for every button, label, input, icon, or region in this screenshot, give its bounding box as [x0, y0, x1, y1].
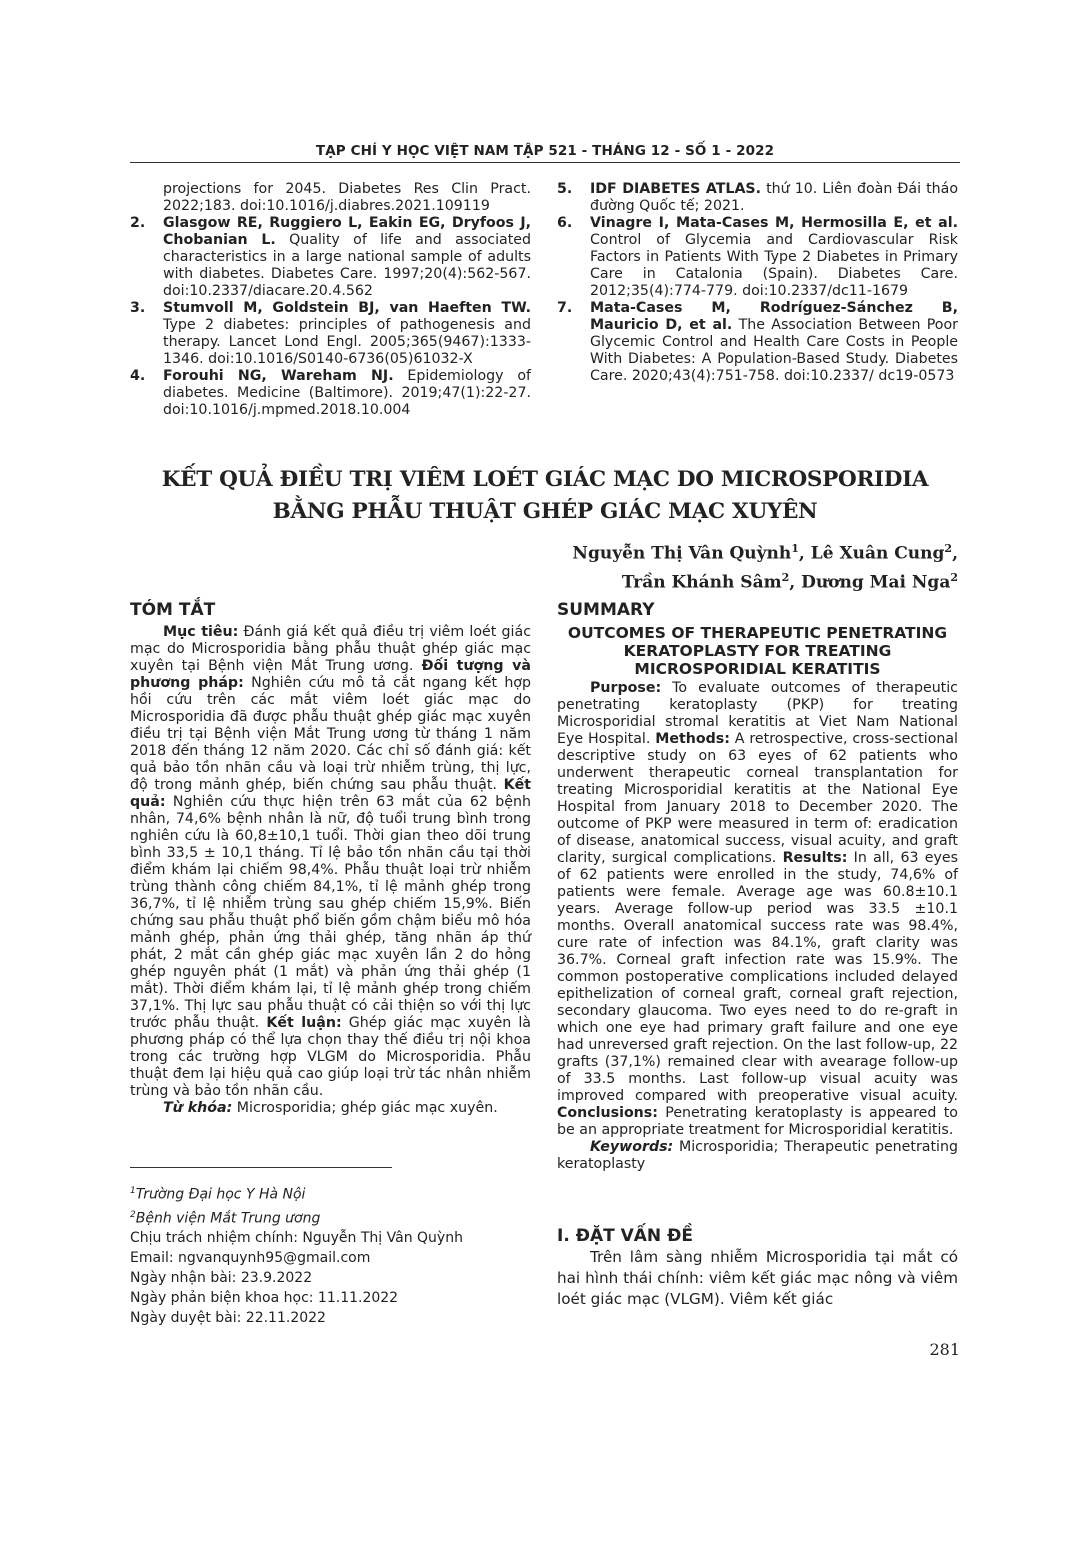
- summary-heading: SUMMARY: [557, 600, 655, 620]
- header-rule: [130, 162, 960, 163]
- keywords-line: [557, 1139, 958, 1173]
- methods-text: A retrospective, cross-sectional descriptive study on 63 eyes of 62 patients who underwent therapeutic corneal transplantation for treating Microsporidial keratitis at the National Eye Hospital from January 2018 to December 2020. The outcome of PKP were measured in term of: eradication of disease, anatomical success, visual acuity, and graft clarity, surgical complications.: [557, 731, 958, 866]
- reference-text: Control of Glycemia and Cardiovascular Risk Factors in Patients With Type 2 Diabetes in Primary Care in Catalonia (Spain). Diabetes Care. 2012;35(4):774-779. doi:10.2337/dc11-1679: [590, 232, 958, 299]
- introduction-body: [557, 1247, 958, 1310]
- purpose-text: To evaluate outcomes of therapeutic penetrating keratoplasty (PKP) for treating Microsporidial stromal keratitis at Viet Nam National Eye Hospital.: [557, 680, 958, 747]
- reference-item: [130, 300, 531, 368]
- email: Email: ngvanquynh95@gmail.com: [130, 1250, 371, 1267]
- purpose-label: Purpose:: [590, 680, 662, 696]
- author-separator: ,: [789, 572, 802, 593]
- conclusion-label: Kết luận:: [266, 1015, 342, 1031]
- date-accepted: Ngày duyệt bài: 22.11.2022: [130, 1310, 326, 1327]
- results-label: Kết quả:: [130, 777, 531, 810]
- reference-text: Epidemiology of diabetes. Medicine (Baltimore). 2019;47(1):22-27. doi:10.1016/j.mpmed.2018.10.004: [163, 368, 531, 418]
- methods-label: Đối tượng và phương pháp:: [130, 658, 531, 691]
- reference-number: 3.: [130, 300, 146, 316]
- reference-item: [130, 368, 531, 419]
- reference-number: 2.: [130, 215, 146, 231]
- keywords-text: Microsporidia; ghép giác mạc xuyên.: [232, 1100, 498, 1116]
- reference-number: 5.: [557, 181, 573, 197]
- author-list: [430, 537, 958, 594]
- reference-number: 7.: [557, 300, 573, 316]
- author-affiliation: 2: [950, 570, 958, 584]
- reference-item: [557, 181, 958, 215]
- references-left-column: [130, 181, 531, 419]
- tomtat-heading: TÓM TẮT: [130, 600, 216, 620]
- author-separator: ,: [952, 543, 958, 564]
- references-right-column: [557, 181, 958, 385]
- conclusion-text: Ghép giác mạc xuyên là phương pháp có thể lựa chọn thay thế điều trị nội khoa trong các trường hợp VLGM do Microsporidia. Phẫu thuật đem lại hiệu quả cao giúp loại trừ tác nhân nhiễm trùng và bảo tồn nhãn cầu.: [130, 1015, 531, 1099]
- keywords-label: Keywords:: [590, 1139, 674, 1155]
- summary-paragraph: [557, 680, 958, 1139]
- page-number: 281: [929, 1340, 960, 1359]
- author-name: Trần Khánh Sâm: [621, 572, 782, 593]
- conclusions-label: Conclusions:: [557, 1105, 658, 1121]
- date-reviewed: Ngày phản biện khoa học: 11.11.2022: [130, 1290, 399, 1307]
- reference-text: The Association Between Poor Glycemic Control and Health Care Costs in People With Diabetes: A Population-Based Study. Diabetes Care. 2020;43(4):751-758. doi:10.2337/ dc19-0573: [590, 317, 958, 384]
- date-received: Ngày nhận bài: 23.9.2022: [130, 1270, 313, 1287]
- objective-text: Đánh giá kết quả điều trị viêm loét giác mạc do Microsporidia bằng phẫu thuật ghép giác mạc xuyên tại Bệnh viện Mắt Trung ương.: [130, 624, 531, 674]
- keywords-label: Từ khóa:: [163, 1100, 233, 1116]
- reference-authors: Stumvoll M, Goldstein BJ, van Haeften TW.: [163, 300, 531, 316]
- results-label: Results:: [782, 850, 848, 866]
- tomtat-paragraph: [130, 624, 531, 1100]
- affiliation-1: $^1$Trường Đại học Y Hà Nội: [130, 1186, 306, 1203]
- affiliation-text: Bệnh viện Mắt Trung ương: [135, 1210, 321, 1227]
- reference-text: Type 2 diabetes: principles of pathogenesis and therapy. Lancet Lond Engl. 2005;365(9467):1333-1346. doi:10.1016/S0140-6736(05)61032-X: [163, 317, 531, 367]
- methods-text: Nghiên cứu mô tả cắt ngang kết hợp hồi cứu trên các mắt viêm loét giác mạc do Microsporidia đã được phẫu thuật ghép giác mạc xuyên điều trị tại Bệnh viện Mắt Trung ương từ tháng 1 năm 2018 đến tháng 12 năm 2020. Các chỉ số đánh giá: kết quả bảo tồn nhãn cầu và loại trừ nhiễm trùng, thị lực, độ trong mảnh ghép, biến chứng sau phẫu thuật.: [130, 675, 531, 793]
- running-head: TẠP CHÍ Y HỌC VIỆT NAM TẬP 521 - THÁNG 12 - SỐ 1 - 2022: [315, 143, 775, 159]
- author-affiliation: 1: [791, 542, 799, 555]
- author-name: Lê Xuân Cung: [810, 543, 945, 564]
- affiliation-text: Trường Đại học Y Hà Nội: [135, 1186, 306, 1203]
- footnote-rule: [130, 1167, 392, 1168]
- reference-item: [557, 215, 958, 300]
- reference-1-continued: projections for 2045. Diabetes Res Clin Pract. 2022;183. doi:10.1016/j.diabres.2021.109119: [163, 181, 531, 214]
- article-title: [130, 464, 960, 528]
- reference-text: thứ 10. Liên đoàn Đái tháo đường Quốc tế; 2021.: [590, 181, 959, 214]
- reference-number: 6.: [557, 215, 573, 231]
- author-affiliation: 2: [944, 542, 953, 555]
- reference-text: Quality of life and associated characteristics in a large national sample of adults with diabetes. Diabetes Care. 1997;20(4):562-567. doi:10.2337/diacare.20.4.562: [163, 232, 531, 299]
- affiliation-2: $^2$Bệnh viện Mắt Trung ương: [130, 1209, 321, 1227]
- author-name: Nguyễn Thị Vân Quỳnh: [572, 543, 792, 564]
- author-affiliation: 2: [781, 570, 790, 584]
- reference-item: [130, 215, 531, 300]
- keywords-line: [130, 1100, 531, 1117]
- title-line-1: KẾT QUẢ ĐIỀU TRỊ VIÊM LOÉT GIÁC MẠC DO MICROSPORIDIA: [161, 467, 929, 492]
- reference-authors: Vinagre I, Mata-Cases M, Hermosilla E, et al.: [590, 215, 958, 231]
- author-name: Dương Mai Nga: [801, 572, 951, 593]
- reference-authors: Forouhi NG, Wareham NJ.: [163, 368, 394, 384]
- title-line-2: BẰNG PHẪU THUẬT GHÉP GIÁC MẠC XUYÊN: [272, 499, 818, 524]
- author-separator: ,: [798, 543, 811, 564]
- reference-authors: Glasgow RE, Ruggiero L, Eakin EG, Dryfoos J, Chobanian L.: [163, 215, 531, 248]
- tomtat-abstract: [130, 624, 531, 1117]
- reference-authors: Mata-Cases M, Rodríguez-Sánchez B, Mauricio D, et al.: [590, 300, 958, 333]
- keywords-text: Microsporidia; Therapeutic penetrating keratoplasty: [557, 1139, 958, 1172]
- conclusions-text: Penetrating keratoplasty is appeared to be an appropriate treatment for Microsporidial keratitis.: [557, 1105, 958, 1138]
- footnotes: [130, 1181, 550, 1328]
- methods-label: Methods:: [655, 731, 730, 747]
- results-text: In all, 63 eyes of 62 patients were enrolled in the study, 74,6% of patients were female. Average age was 60.8±10.1 years. Average follow-up period was 33.5 ±10.1 months. Overall anatomical success rate was 98.4%, cure rate of infection was 84.1%, graft clarity was 36.7%. Corneal graft infection rate was 15.9%. The common postoperative complications included delayed epithelization of corneal graft, corneal graft rejection, secondary glaucoma. Two eyes need to do re-graft in which one eye had primary graft failure and one eye had unreversed graft rejection. On the last follow-up, 22 grafts (37,1%) remained clear with avearage follow-up of 33.5 months. Last follow-up visual acuity was improved compared with preoperative visual acuity.: [557, 850, 958, 1104]
- objective-label: Mục tiêu:: [163, 624, 239, 640]
- reference-number: 4.: [130, 368, 146, 384]
- corresponding-author: Chịu trách nhiệm chính: Nguyễn Thị Vân Quỳnh: [130, 1230, 463, 1247]
- introduction-heading: I. ĐẶT VẤN ĐỀ: [557, 1226, 693, 1246]
- english-title: OUTCOMES OF THERAPEUTIC PENETRATING KERATOPLASTY FOR TREATING MICROSPORIDIAL KERATITIS: [567, 624, 948, 678]
- summary-abstract: [557, 624, 958, 1173]
- introduction-paragraph: Trên lâm sàng nhiễm Microsporidia tại mắt có hai hình thái chính: viêm kết giác mạc nông và viêm loét giác mạc (VLGM). Viêm kết giác: [557, 1248, 958, 1308]
- reference-item: [557, 300, 958, 385]
- reference-authors: IDF DIABETES ATLAS.: [590, 181, 762, 197]
- results-text: Nghiên cứu thực hiện trên 63 mắt của 62 bệnh nhân, 74,6% bệnh nhân là nữ, độ tuổi trung bình trong nghiên cứu là 60,8±10,1 tuổi. Thời gian theo dõi trung bình 33,5 ± 10,1 tháng. Tỉ lệ bảo tồn nhãn cầu tại thời điểm khám lại chiếm 98,4%. Phẫu thuật loại trừ nhiễm trùng thành công chiếm 84,1%, tỉ lệ mảnh ghép trong 36,7%, tỉ lệ nhiễm trùng sau ghép chiếm 15,9%. Biến chứng sau phẫu thuật phổ biến gồm chậm biểu mô hóa mảnh ghép, phản ứng thải ghép, tăng nhãn áp thứ phát, 2 mắt cần ghép giác mạc xuyên lần 2 do hỏng ghép nguyên phát (1 mắt) và phản ứng thải ghép (1 mắt). Thời điểm khám lại, tỉ lệ mảnh ghép trong chiếm 37,1%. Thị lực sau phẫu thuật có cải thiện so với thị lực trước phẫu thuật.: [130, 794, 531, 1031]
